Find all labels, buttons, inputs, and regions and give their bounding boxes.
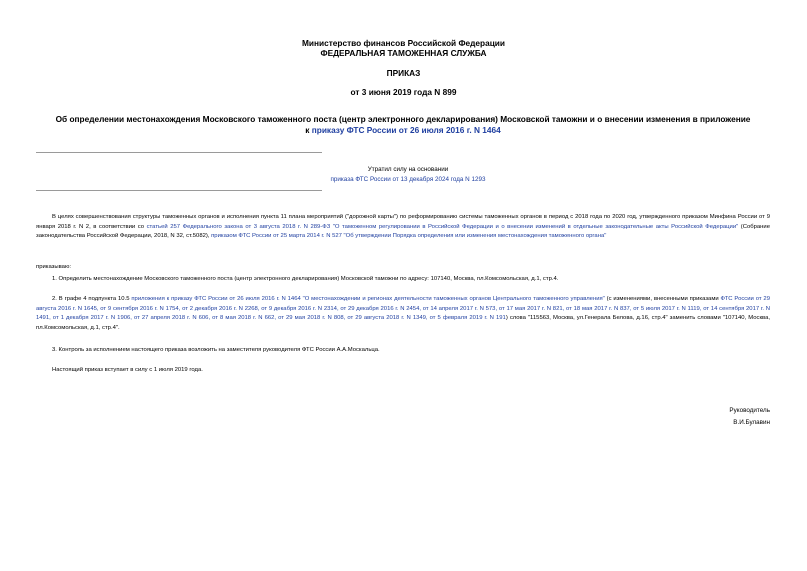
order-word: приказываю: — [36, 264, 72, 270]
amending-orders-link[interactable]: ФТС России от 29 августа 2016 г. N 1645, от 9 сентября 2016 г. N 1754, от 2 декабря 2016 г. N 2268, от 9 декабря 2016 г. N 2314, от 29 декабря 2016 г. N 2454, от 14 апреля 2017 г. N 573, от 17 мая 2017 г. N 821, от 18 мая 2017 г. N 837, от 5 июля 2017 г. N 1119, от 14 сентября 2017 г. N 1491, от 1 декабря 2017 г. N 1906, от 27 апреля 2018 г. N 606, от 8 мая 2018 г. N 662, от 29 мая 2018 г. N 808, от 29 августа 2018 г. N 1349, от 5 февраля 2019 г. N 191 — [36, 296, 770, 321]
item-2 — [36, 295, 770, 333]
divider-top — [36, 152, 322, 153]
ministry-name: Министерство финансов Российской Федерации — [301, 38, 506, 48]
preamble-text-1: В целях совершенствования структуры таможенных органов и исполнения пункта 11 плана мероприятий ("дорожной карты") по реформированию системы таможенных органов в период с 2018 года по 2020 год, утвержденного приказом Минфина России от 9 января 2018 г. N 2, в соответствии со — [36, 214, 770, 230]
federal-law-link[interactable]: статьей 257 Федерального закона от 3 августа 2018 г. N 289-ФЗ "О таможенном регулировании в Российской Федерации и о внесении изменений в отдельные законодательные акты Российской Федерации" — [146, 223, 739, 230]
document-type: ПРИКАЗ — [386, 68, 421, 78]
status-note-link-row — [208, 175, 608, 185]
document-date-number: от 3 июня 2019 года N 899 — [350, 87, 457, 97]
effective-date-text: Настоящий приказ вступает в силу с 1 июля 2019 года. — [52, 367, 203, 373]
service-name: ФЕДЕРАЛЬНАЯ ТАМОЖЕННАЯ СЛУЖБА — [320, 48, 487, 58]
item-1 — [36, 275, 770, 285]
item-1-text: 1. Определить местонахождение Московского таможенного поста (центр электронного декларирования) Московской таможни по адресу: 107140, Москва, пл.Комсомольская, д.1, стр.4. — [52, 276, 559, 282]
annex-order-1464-link[interactable]: приложения к приказу ФТС России от 26 июля 2016 г. N 1464 "О местонахождении и регионах деятельности таможенных органов Центрального таможенного управления" — [131, 296, 605, 302]
preamble-text-2: (Собрание законодательства Российской Федерации, 2018, N 32, ст.5082), — [36, 223, 771, 239]
effective-date — [36, 366, 770, 376]
fts-order-527-link[interactable]: приказом ФТС России от 25 марта 2014 г. N 527 "Об утверждении Порядка определения или изменения местонахождения таможенного органа" — [211, 233, 607, 239]
item-2-text-2: (с изменениями, внесенными приказами — [606, 296, 719, 302]
signature-role: Руководитель — [729, 407, 770, 414]
item-3 — [36, 346, 770, 356]
item-2-text-1: 2. В графе 4 подпункта 10.5 — [52, 296, 130, 302]
title-link[interactable]: приказу ФТС России от 26 июля 2016 г. N 1464 — [311, 125, 501, 135]
preamble-paragraph — [36, 213, 770, 242]
status-note-text: Утратил силу на основании — [367, 166, 449, 173]
item-3-text: 3. Контроль за исполнением настоящего приказа возложить на заместителя руководителя ФТС России А.А.Москальца. — [52, 347, 380, 353]
status-note-link[interactable]: приказа ФТС России от 13 декабря 2024 года N 1293 — [330, 176, 486, 183]
signature-name: В.И.Булавин — [733, 419, 770, 426]
divider-bottom — [36, 190, 322, 191]
document-title — [55, 114, 751, 136]
item-2-text-3: ) слова "115563, Москва, ул.Генерала Белова, д.16, стр.4" заменить словами "107140, Москва, пл.Комсомольская, д.1, стр.4". — [36, 315, 771, 331]
title-text: Об определении местонахождения Московского таможенного поста (центр электронного декларирования) Московской таможни и о внесении изменения в приложение к — [55, 114, 751, 135]
